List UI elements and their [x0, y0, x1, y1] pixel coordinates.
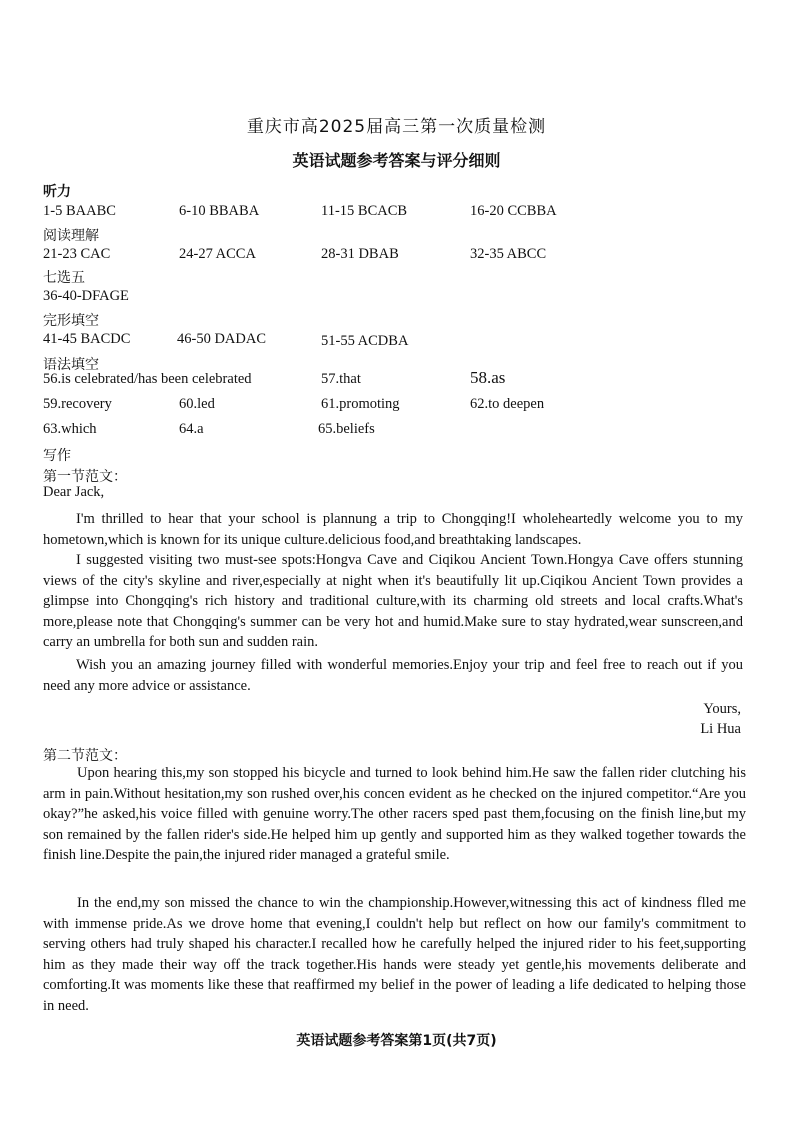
section-label-grammar: 语法填空 — [43, 357, 99, 373]
section-label-listening: 听力 — [43, 184, 71, 200]
grammar-answers-row-3 — [0, 421, 793, 441]
letter-closing: Yours, — [703, 701, 741, 717]
answer-item: 62.to deepen — [470, 396, 545, 412]
answer-item: 41-45 BACDC — [43, 331, 131, 347]
answer-item: 24-27 ACCA — [179, 246, 256, 262]
answer-item: 46-50 DADAC — [177, 331, 267, 347]
answer-item: 57.that — [321, 371, 361, 387]
page-title: 重庆市高2025届高三第一次质量检测 — [246, 117, 547, 137]
answer-item: 1-5 BAABC — [43, 203, 116, 219]
cloze-answers-row — [0, 331, 793, 351]
answer-item: 28-31 DBAB — [321, 246, 399, 262]
answer-item: 64.a — [179, 421, 204, 437]
answer-item: 56.is celebrated/has been celebrated — [43, 371, 252, 387]
answer-item: 36-40-DFAGE — [43, 288, 129, 304]
grammar-answers-row-1 — [0, 368, 793, 391]
answer-item: 6-10 BBABA — [179, 203, 260, 219]
writing-part2-label: 第二节范文： — [43, 748, 127, 764]
letter-greeting: Dear Jack, — [43, 484, 105, 500]
answer-item: 32-35 ABCC — [470, 246, 547, 262]
answer-item: 65.beliefs — [318, 421, 375, 437]
section-label-reading: 阅读理解 — [43, 228, 99, 244]
story-paragraph: Upon hearing this,my son stopped his bicycle and turned to look behind him.He saw the fallen rider clutching his arm in pain.Without hesitation,my son rushed over,his concen evident as he checked on the injured competitor.“Are you okay?”he asked,his voice filled with genuine worry.The other racers sped past them,focusing on the finish line,but my son remained by the fallen rider's side.He helped him up gently and supported him as they walked together towards the finish line.Despite the pain,the injured rider managed a grateful smile. — [43, 765, 746, 864]
answer-item: 21-23 CAC — [43, 246, 111, 262]
answer-item: 60.led — [179, 396, 215, 412]
reading-answers-row — [0, 246, 793, 266]
section-label-writing: 写作 — [43, 448, 71, 464]
answer-item: 51-55 ACDBA — [321, 333, 409, 349]
letter-signature: Li Hua — [700, 721, 741, 737]
letter-paragraph: I suggested visiting two must-see spots:Hongva Cave and Ciqikou Ancient Town.Hongya Cave offers stunning views of the city's skyline and river,especially at night when it's beautifully lit up.Ciqikou Ancient Town provides a glimpse into Chongqing's rich history and traditional culture,with its charming old streets and local crafts.What's more,please note that Chongqing's summer can be very hot and humid.Make sure to stay hydrated,wear sunscreen,and carry an umbrella for both sun and sudden rain. — [43, 552, 743, 650]
page-subtitle: 英语试题参考答案与评分细则 — [292, 151, 501, 170]
answer-item: 16-20 CCBBA — [470, 203, 557, 219]
letter-paragraph: Wish you an amazing journey filled with wonderful memories.Enjoy your trip and feel free to reach out if you need any more advice or assistance. — [43, 657, 743, 694]
grammar-answers-row-2 — [0, 396, 793, 416]
answer-item: 59.recovery — [43, 396, 112, 412]
page-footer: 英语试题参考答案第1页(共7页) — [296, 1033, 497, 1049]
section-label-seven-five: 七选五 — [43, 270, 85, 286]
writing-part1-label: 第一节范文： — [43, 469, 127, 485]
answer-item: 58.as — [470, 368, 506, 387]
letter-paragraph: I'm thrilled to hear that your school is plannung a trip to Chongqing!I wholeheartedly welcome you to my hometown,which is known for its unique culture.delicious food,and breathtaking landscapes. — [43, 511, 743, 548]
listening-answers-row — [0, 203, 793, 223]
answer-item: 63.which — [43, 421, 97, 437]
answer-item: 11-15 BCACB — [321, 203, 408, 219]
section-label-cloze: 完形填空 — [43, 313, 99, 329]
story-paragraph: In the end,my son missed the chance to win the championship.However,witnessing this act of kindness flled me with immense pride.As we drove home that evening,I couldn't help but reflect on how our family's commitment to serving others had truly shaped his character.I recalled how he carefully helped the injured rider to his feet,supporting him as they made their way off the track together.His hands were steady yet gentle,his movements deliberate and comforting.It was moments like these that reaffirmed my belief in the power of leading a life dedicated to helping those in need. — [43, 895, 746, 1014]
answer-item: 61.promoting — [321, 396, 400, 412]
seven-five-answers-row — [0, 288, 793, 308]
